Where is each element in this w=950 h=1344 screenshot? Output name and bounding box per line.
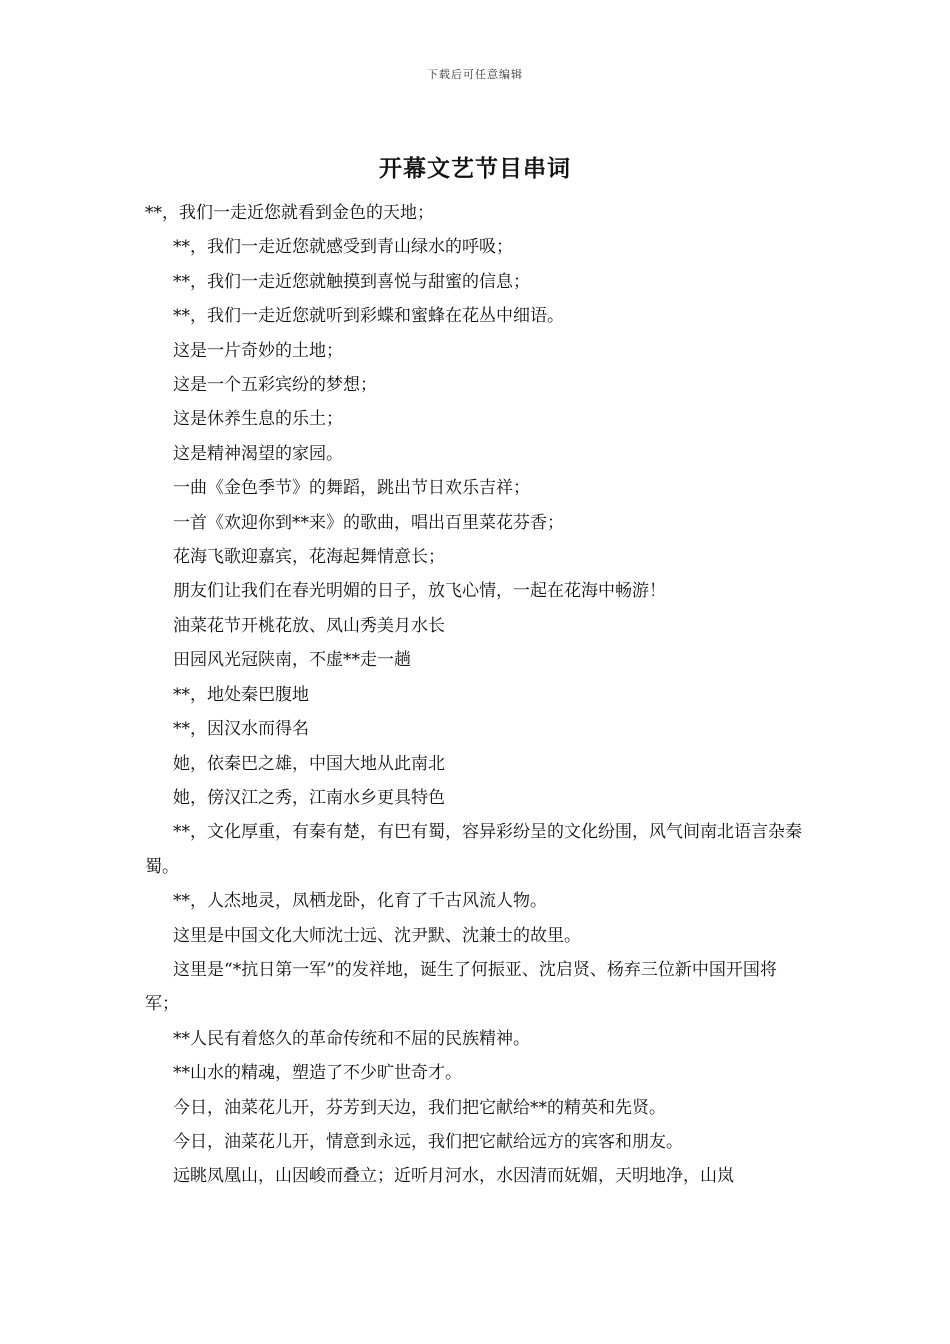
paragraph-18: 她，傍汉江之秀，江南水乡更具特色 (173, 787, 445, 808)
paragraph-14: 田园风光冠陕南，不虚**走一趟 (173, 650, 411, 671)
paragraph-7: 这是休养生息的乐土； (173, 409, 343, 430)
page-header-note: 下载后可任意编辑 (427, 68, 523, 81)
paragraph-10: 一首《欢迎你到**来》的歌曲，唱出百里菜花芬香； (173, 512, 564, 533)
paragraph-17: 她，依秦巴之雄，中国大地从此南北 (173, 753, 445, 774)
paragraph-22: 这里是“*抗日第一军”的发祥地，诞生了何振亚、沈启贤、杨弃三位新中国开国将军； (145, 959, 777, 1015)
paragraph-8: 这是精神渴望的家园。 (173, 443, 343, 464)
paragraph-1: **，我们一走近您就看到金色的天地； (145, 203, 434, 223)
document-body (145, 196, 807, 1194)
paragraph-26: 今日，油菜花儿开，情意到永远，我们把它献给远方的宾客和朋友。 (173, 1131, 683, 1152)
paragraph-27: 远眺凤凰山，山因峻而叠立；近听月河水，水因清而妩媚，天明地净，山岚 (173, 1166, 734, 1187)
paragraph-9: 一曲《金色季节》的舞蹈，跳出节日欢乐吉祥； (173, 478, 530, 499)
paragraph-6: 这是一个五彩宾纷的梦想； (173, 375, 377, 396)
paragraph-16: **，因汉水而得名 (173, 719, 309, 740)
paragraph-20: **，人杰地灵，凤栖龙卧，化育了千古风流人物。 (173, 891, 547, 912)
paragraph-13: 油菜花节开桃花放、凤山秀美月水长 (173, 615, 445, 636)
paragraph-21: 这里是中国文化大师沈士远、沈尹默、沈兼士的故里。 (173, 925, 581, 946)
document-title: 开幕文艺节目串词 (379, 155, 571, 182)
paragraph-19: **，文化厚重，有秦有楚，有巴有蜀，容异彩纷呈的文化纷围，风气间南北语言杂秦蜀。 (145, 822, 802, 877)
paragraph-12: 朋友们让我们在春光明媚的日子，放飞心情，一起在花海中畅游！ (173, 581, 666, 602)
paragraph-24: **山水的精魂，塑造了不少旷世奇才。 (173, 1063, 462, 1084)
paragraph-11: 花海飞歌迎嘉宾，花海起舞情意长； (173, 547, 445, 568)
paragraph-23: **人民有着悠久的革命传统和不屈的民族精神。 (173, 1028, 530, 1049)
paragraph-3: **，我们一走近您就触摸到喜悦与甜蜜的信息； (173, 271, 530, 292)
paragraph-2: **，我们一走近您就感受到青山绿水的呼吸； (173, 237, 513, 258)
paragraph-4: **，我们一走近您就听到彩蝶和蜜蜂在花丛中细语。 (173, 306, 564, 327)
paragraph-15: **，地处秦巴腹地 (173, 684, 309, 705)
paragraph-25: 今日，油菜花儿开，芬芳到天边，我们把它献给**的精英和先贤。 (173, 1097, 666, 1118)
paragraph-5: 这是一片奇妙的土地； (173, 340, 343, 361)
